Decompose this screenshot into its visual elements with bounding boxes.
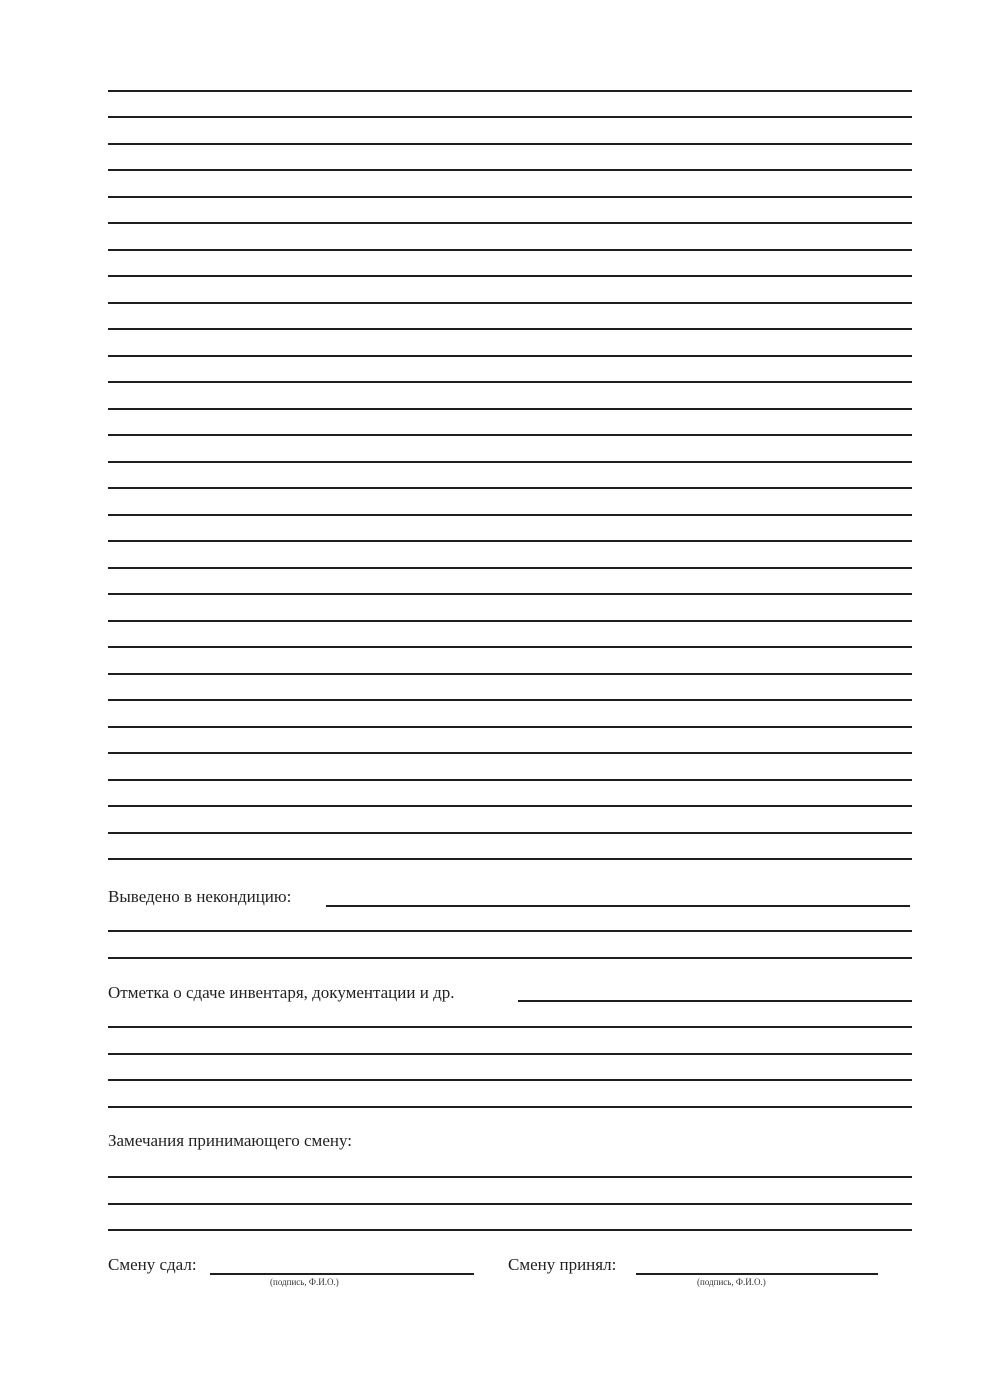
writing-line[interactable] xyxy=(108,858,912,860)
remarks-line[interactable] xyxy=(108,1203,912,1205)
accepted-label: Смену принял: xyxy=(508,1255,617,1274)
writing-line[interactable] xyxy=(108,143,912,145)
remarks-label: Замечания принимающего смену: xyxy=(108,1131,352,1150)
writing-line[interactable] xyxy=(108,805,912,807)
writing-line[interactable] xyxy=(108,487,912,489)
writing-line[interactable] xyxy=(108,461,912,463)
writing-line[interactable] xyxy=(108,514,912,516)
writing-line[interactable] xyxy=(108,832,912,834)
writing-line[interactable] xyxy=(108,302,912,304)
writing-line[interactable] xyxy=(108,249,912,251)
writing-line[interactable] xyxy=(108,673,912,675)
writing-line[interactable] xyxy=(108,328,912,330)
writing-line[interactable] xyxy=(108,779,912,781)
remarks-line[interactable] xyxy=(108,1176,912,1178)
handed-over-signature-field[interactable] xyxy=(210,1273,474,1275)
writing-line[interactable] xyxy=(108,408,912,410)
writing-line[interactable] xyxy=(108,540,912,542)
written-off-line[interactable] xyxy=(108,957,912,959)
writing-line[interactable] xyxy=(108,434,912,436)
inventory-line[interactable] xyxy=(108,1079,912,1081)
writing-line[interactable] xyxy=(108,381,912,383)
handed-over-label: Смену сдал: xyxy=(108,1255,197,1274)
writing-line[interactable] xyxy=(108,567,912,569)
writing-line[interactable] xyxy=(108,90,912,92)
written-off-line[interactable] xyxy=(108,930,912,932)
writing-line[interactable] xyxy=(108,752,912,754)
writing-line[interactable] xyxy=(108,196,912,198)
accepted-signature-hint: (подпись, Ф.И.О.) xyxy=(697,1277,766,1287)
writing-line[interactable] xyxy=(108,222,912,224)
written-off-label: Выведено в некондицию: xyxy=(108,887,292,906)
inventory-label: Отметка о сдаче инвентаря, документации и др. xyxy=(108,983,455,1002)
inventory-line[interactable] xyxy=(108,1026,912,1028)
writing-line[interactable] xyxy=(108,699,912,701)
written-off-field[interactable] xyxy=(326,905,910,907)
inventory-field[interactable] xyxy=(518,1000,912,1002)
writing-line[interactable] xyxy=(108,355,912,357)
writing-line[interactable] xyxy=(108,116,912,118)
accepted-signature-field[interactable] xyxy=(636,1273,878,1275)
writing-line[interactable] xyxy=(108,593,912,595)
handed-over-signature-hint: (подпись, Ф.И.О.) xyxy=(270,1277,339,1287)
writing-line[interactable] xyxy=(108,646,912,648)
inventory-line[interactable] xyxy=(108,1053,912,1055)
inventory-line[interactable] xyxy=(108,1106,912,1108)
writing-line[interactable] xyxy=(108,169,912,171)
remarks-line[interactable] xyxy=(108,1229,912,1231)
writing-line[interactable] xyxy=(108,620,912,622)
writing-line[interactable] xyxy=(108,726,912,728)
writing-line[interactable] xyxy=(108,275,912,277)
